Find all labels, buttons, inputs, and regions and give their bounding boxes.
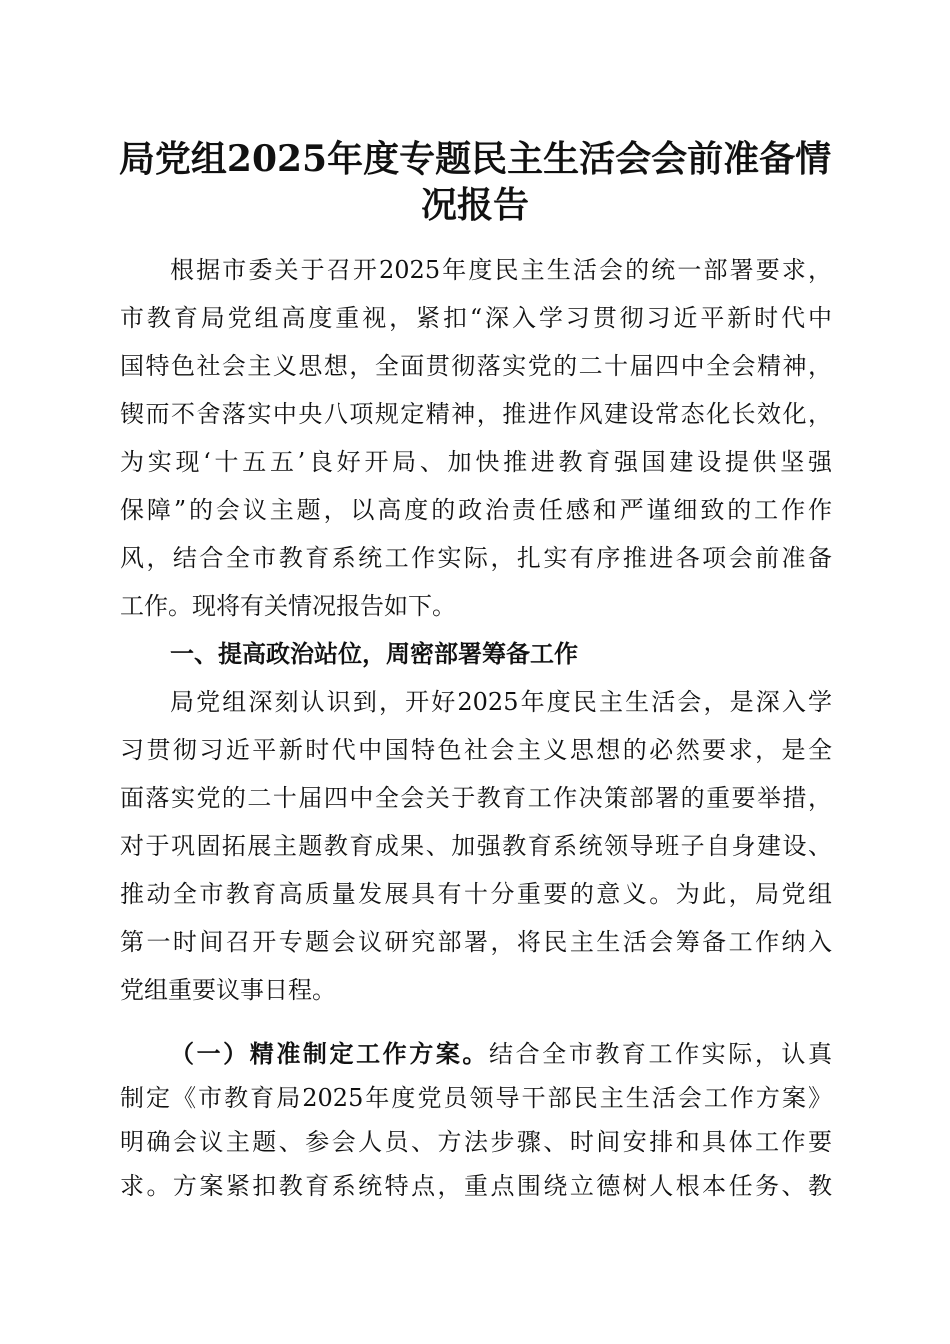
text-line: 习贯彻习近平新时代中国特色社会主义思想的必然要求，是全 xyxy=(120,736,832,764)
section-heading: 一、提高政治站位，周密部署筹备工作 xyxy=(170,639,578,668)
text-line: 工作。现将有关情况报告如下。 xyxy=(120,592,456,620)
text-run: 结合全市教育工作实际，认真 xyxy=(489,1040,832,1068)
text-line: 局党组深刻认识到，开好2025年度民主生活会，是深入学 xyxy=(170,688,832,716)
subsection-heading: （一）精准制定工作方案。 xyxy=(170,1039,489,1068)
document-title xyxy=(100,136,850,228)
text-line xyxy=(120,1032,832,1076)
text-line: 为实现‘十五五’良好开局、加快推进教育强国建设提供坚强 xyxy=(120,448,832,476)
text-line: 市教育局党组高度重视，紧扣“深入学习贯彻习近平新时代中 xyxy=(120,304,832,332)
text-line: 根据市委关于召开2025年度民主生活会的统一部署要求， xyxy=(170,256,832,284)
text-line: 面落实党的二十届四中全会关于教育工作决策部署的重要举措， xyxy=(120,784,832,812)
text-line: 风，结合全市教育系统工作实际，扎实有序推进各项会前准备 xyxy=(120,544,832,572)
paragraph-intro xyxy=(120,246,832,630)
document-body xyxy=(120,246,832,1208)
text-line: 锲而不舍落实中央八项规定精神，推进作风建设常态化长效化， xyxy=(120,400,832,428)
text-line: 求。方案紧扣教育系统特点，重点围绕立德树人根本任务、教 xyxy=(120,1172,832,1200)
paragraph-section1 xyxy=(120,678,832,1014)
text-line: 对于巩固拓展主题教育成果、加强教育系统领导班子自身建设、 xyxy=(120,832,832,860)
text-line: 第一时间召开专题会议研究部署，将民主生活会筹备工作纳入 xyxy=(120,928,832,956)
paragraph-subsection1 xyxy=(120,1032,832,1208)
title-line: 局党组2025年度专题民主生活会会前准备情 xyxy=(118,138,832,180)
text-line: 推动全市教育高质量发展具有十分重要的意义。为此，局党组 xyxy=(120,880,832,908)
text-line: 保障”的会议主题，以高度的政治责任感和严谨细致的工作作 xyxy=(120,496,832,524)
text-line: 党组重要议事日程。 xyxy=(120,976,336,1004)
text-line: 国特色社会主义思想，全面贯彻落实党的二十届四中全会精神， xyxy=(120,352,832,380)
title-line: 况报告 xyxy=(420,184,529,226)
text-line: 明确会议主题、参会人员、方法步骤、时间安排和具体工作要 xyxy=(120,1128,832,1156)
text-line: 制定《市教育局2025年度党员领导干部民主生活会工作方案》 xyxy=(120,1084,832,1112)
